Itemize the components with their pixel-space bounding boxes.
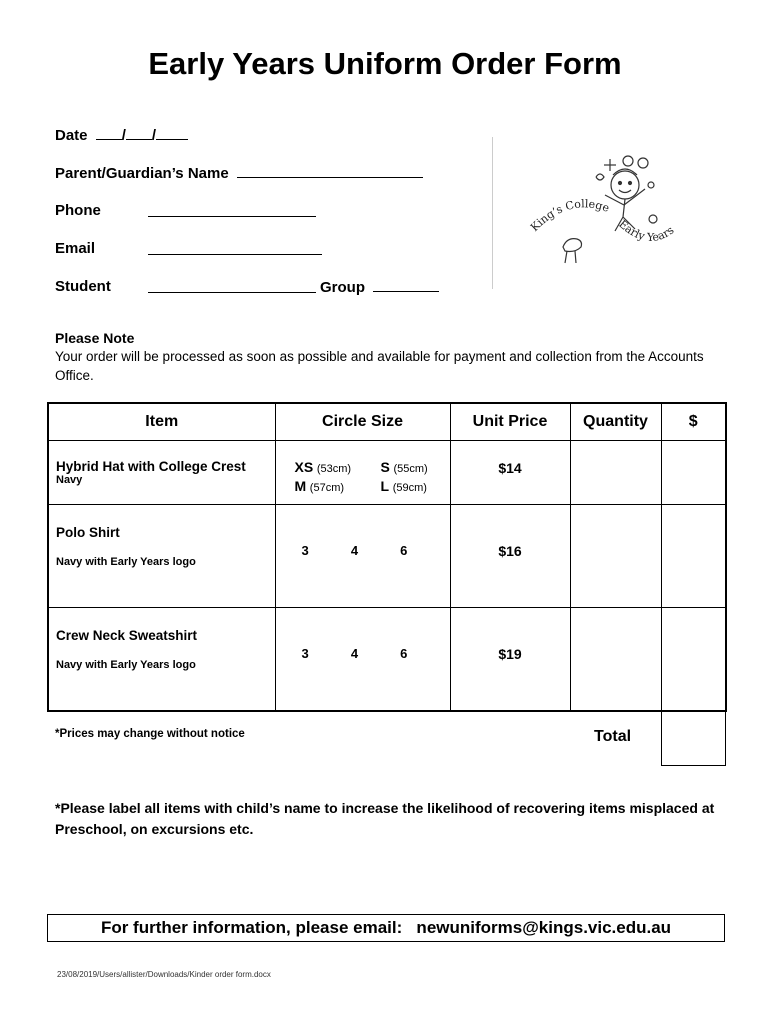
phone-input[interactable]	[148, 203, 316, 217]
note-body: Your order will be processed as soon as possible and available for payment and collection from the Accounts Office.	[55, 349, 704, 383]
table-row	[48, 441, 726, 505]
size-option[interactable]: 4	[350, 543, 359, 558]
item-name: Polo Shirt	[56, 525, 120, 540]
amount-cell[interactable]	[661, 505, 726, 608]
label-note: *Please label all items with child’s name to increase the likelihood of recovering items misplaced at Preschool, on excursions etc.	[55, 800, 715, 837]
size-option[interactable]: 3	[301, 646, 309, 661]
parent-name-label: Parent/Guardian’s Name	[55, 165, 229, 182]
quantity-cell[interactable]	[570, 441, 661, 505]
info-box	[47, 914, 725, 942]
header-circle-size: Circle Size	[275, 403, 450, 441]
logo-text-bottom: Early Years	[616, 217, 677, 245]
phone-label: Phone	[55, 202, 101, 219]
group-label: Group	[320, 279, 365, 296]
quantity-cell[interactable]	[570, 608, 661, 711]
date-field[interactable]: Date / /	[55, 126, 188, 144]
group-field[interactable]	[320, 278, 439, 296]
size-option[interactable]: XS (53cm)	[294, 459, 352, 475]
info-text: For further information, please email: newuniforms@kings.vic.edu.au	[100, 918, 672, 937]
header-quantity: Quantity	[570, 403, 661, 441]
item-subtext: Navy with Early Years logo	[56, 556, 196, 568]
header-item: Item	[48, 403, 275, 441]
date-label: Date	[55, 127, 88, 144]
footer-path: 23/08/2019/Users/allister/Downloads/Kinder order form.docx	[57, 970, 271, 979]
email-label: Email	[55, 240, 96, 257]
size-option[interactable]: 6	[400, 646, 408, 661]
table-row	[48, 608, 726, 711]
college-logo	[492, 137, 721, 289]
size-option[interactable]: 4	[350, 646, 359, 661]
unit-price: $16	[498, 543, 522, 559]
item-subtext: Navy	[56, 474, 83, 486]
header-amount: $	[661, 403, 726, 441]
item-name: Hybrid Hat with College Crest	[56, 459, 246, 474]
parent-name-field[interactable]	[55, 164, 423, 182]
unit-price: $19	[498, 646, 522, 662]
form-title: Early Years Uniform Order Form	[148, 46, 622, 81]
student-label: Student	[55, 278, 111, 295]
table-row	[48, 505, 726, 608]
size-option[interactable]: 6	[400, 543, 408, 558]
header-unit-price: Unit Price	[450, 403, 570, 441]
student-input[interactable]	[148, 279, 316, 293]
size-option[interactable]: 3	[301, 543, 309, 558]
size-option[interactable]: M (57cm)	[294, 478, 345, 494]
table-header-row	[48, 403, 726, 441]
svg-text:King’s College	[528, 197, 611, 234]
note-heading: Please Note	[55, 330, 135, 346]
svg-text:Early Years	[616, 218, 677, 245]
prices-note: *Prices may change without notice	[55, 728, 245, 740]
order-table	[47, 402, 727, 712]
email-input[interactable]	[148, 241, 322, 255]
total-label: Total	[594, 728, 632, 745]
amount-cell[interactable]	[661, 608, 726, 711]
item-subtext: Navy with Early Years logo	[56, 659, 196, 671]
size-option[interactable]: S (55cm)	[380, 459, 428, 475]
total-input[interactable]	[661, 709, 726, 766]
amount-cell[interactable]	[661, 441, 726, 505]
logo-text-top: King’s College	[528, 197, 612, 234]
item-name: Crew Neck Sweatshirt	[56, 628, 198, 643]
quantity-cell[interactable]	[570, 505, 661, 608]
size-option[interactable]: L (59cm)	[380, 478, 427, 494]
unit-price: $14	[498, 460, 522, 476]
